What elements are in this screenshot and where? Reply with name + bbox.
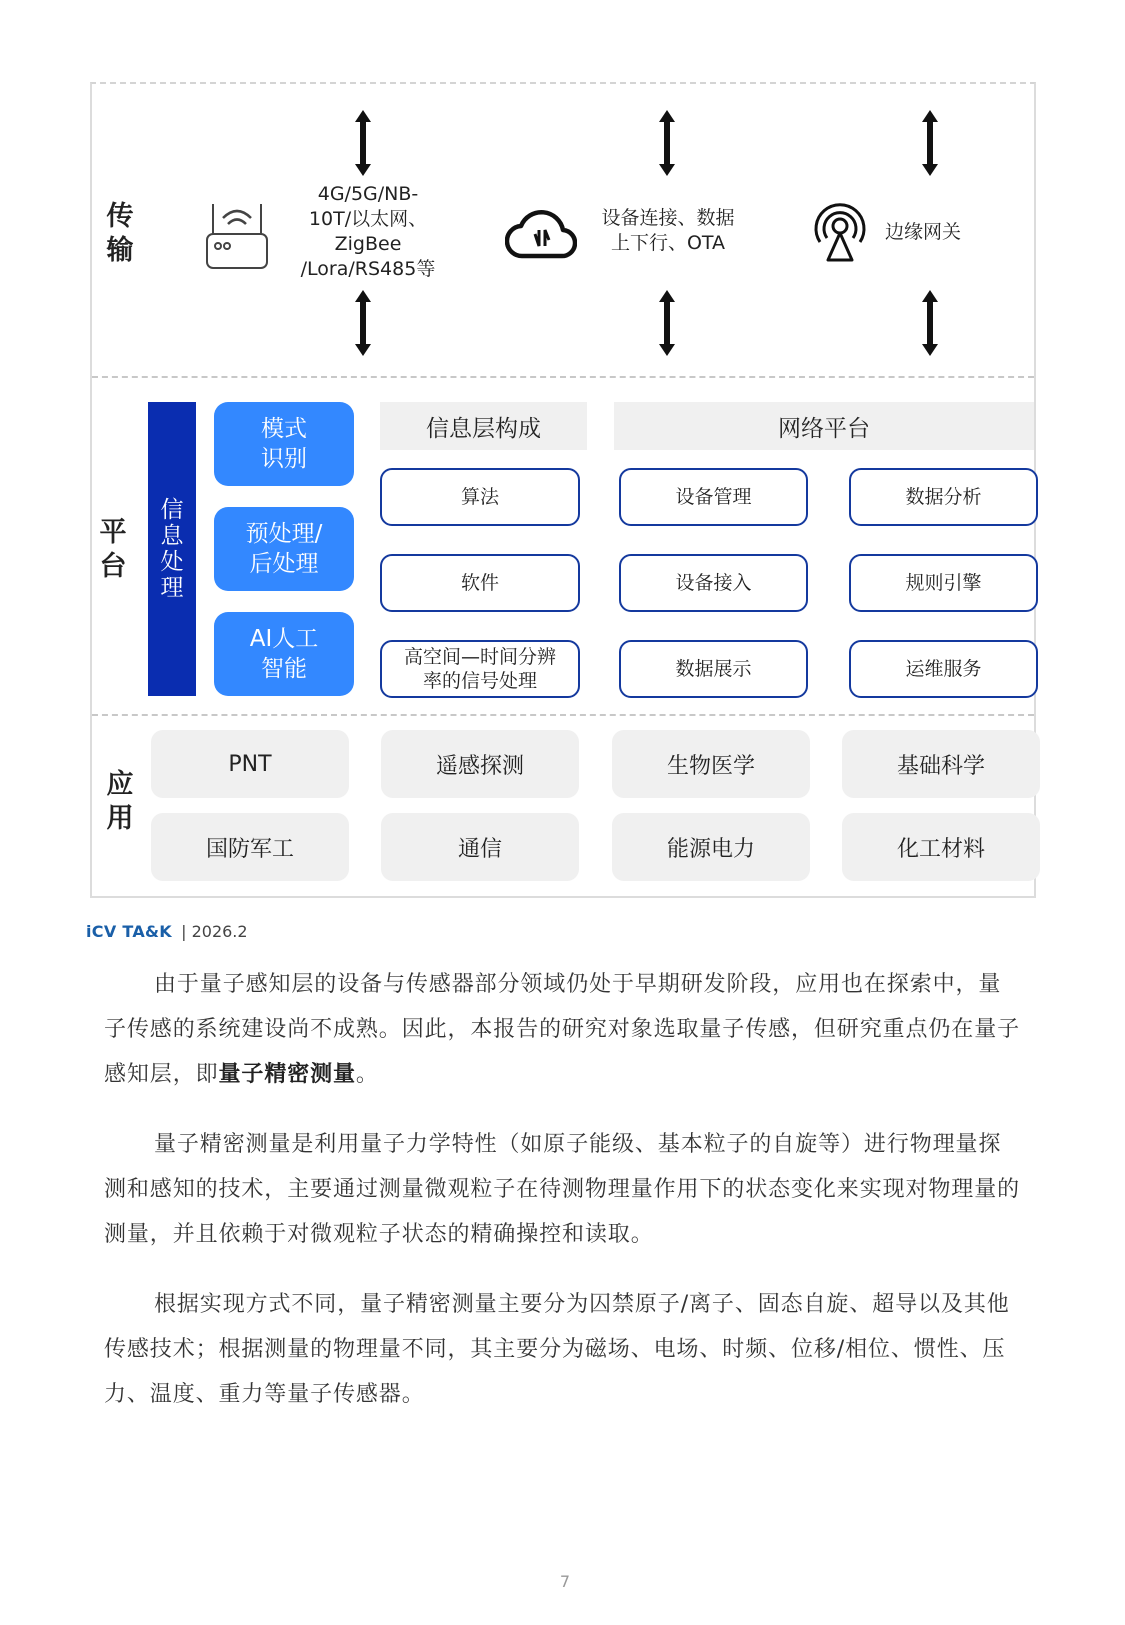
item-text: 数据展示: [675, 658, 752, 680]
antenna-icon: [810, 200, 870, 264]
router-icon: [205, 200, 269, 274]
info-layer-header: [380, 402, 587, 450]
p1-bold-term: 量子精密测量: [218, 1062, 356, 1087]
paragraph-2: 量子精密测量是利用量子力学特性（如原子能级、基本粒子的自旋等）进行物理量探测和感知的技术，主要通过测量微观粒子在待测物理量作用下的状态变化来实现对物理量的测量，并且依赖于对微观粒子状态的精确操控和读取。: [104, 1132, 1021, 1247]
section-divider: [92, 376, 1034, 378]
text-line: 4G/5G/NB-: [317, 183, 419, 205]
item-text: 运维服务: [905, 658, 982, 680]
application-item: [612, 730, 810, 798]
app-text: 能源电力: [666, 836, 755, 862]
section-label-platform: [96, 516, 130, 584]
info-layer-item: [380, 640, 580, 698]
app-text: PNT: [228, 751, 272, 777]
item-text: 设备接入: [675, 572, 752, 594]
brand-logo: iCV TA&K: [86, 922, 172, 941]
double-arrow-icon: [922, 290, 938, 356]
network-platform-header-text: 网络平台: [778, 415, 870, 442]
text-line: ZigBee: [334, 233, 402, 255]
separator: |: [181, 922, 187, 941]
info-processing-bar: [148, 402, 196, 696]
item-text: 数据分析: [905, 486, 982, 508]
transmission-cloud-text: [588, 206, 748, 256]
paragraph-3: 根据实现方式不同，量子精密测量主要分为囚禁原子/离子、固态自旋、超导以及其他传感技术；根据测量的物理量不同，其主要分为磁场、电场、时频、位移/相位、惯性、压力、温度、重力等量子传感器。: [104, 1292, 1010, 1407]
text-line: 设备连接、数据: [601, 207, 735, 229]
application-item: [151, 730, 349, 798]
application-item: [381, 813, 579, 881]
network-platform-item: [849, 468, 1038, 526]
transmission-gateway-text: [885, 220, 995, 245]
item-text: 软件: [460, 572, 499, 594]
p1-end: 。: [355, 1062, 379, 1087]
network-platform-item: [619, 554, 808, 612]
network-platform-item: [849, 640, 1038, 698]
section-divider: [92, 714, 1034, 716]
box-line: 后处理: [249, 551, 319, 577]
section-label-text: 传输: [106, 201, 134, 266]
pattern-recognition-box: [214, 402, 354, 486]
section-label-text: 平台: [99, 517, 127, 582]
preprocessing-box: [214, 507, 354, 591]
paragraph-1: [104, 962, 1024, 1097]
double-arrow-icon: [355, 110, 371, 176]
network-platform-header: [614, 402, 1034, 450]
app-text: 国防军工: [205, 836, 294, 862]
double-arrow-icon: [922, 110, 938, 176]
item-text: 高空间—时间分辨: [403, 646, 556, 668]
double-arrow-icon: [659, 110, 675, 176]
app-text: 遥感探测: [435, 753, 524, 779]
application-item: [381, 730, 579, 798]
double-arrow-icon: [659, 290, 675, 356]
info-processing-label: 信息处理: [160, 497, 184, 601]
transmission-protocols-text: [283, 182, 453, 282]
info-layer-item: [380, 554, 580, 612]
box-line: 识别: [261, 446, 307, 472]
network-platform-item: [619, 468, 808, 526]
section-label-transmission: [103, 200, 137, 268]
p1-text: 由于量子感知层的设备与传感器部分领域仍处于早期研发阶段，应用也在探索中，量子传感的系统建设尚不成熟。因此，本报告的研究对象选取量子传感，但研究重点仍在量子感知层，即: [104, 972, 1021, 1087]
box-line: 预处理/: [245, 521, 323, 547]
item-text: 算法: [460, 486, 499, 508]
application-item: [842, 813, 1040, 881]
report-date: 2026.2: [191, 922, 248, 941]
network-platform-item: [619, 640, 808, 698]
app-text: 基础科学: [896, 753, 985, 779]
box-line: 智能: [261, 656, 307, 682]
info-layer-header-text: 信息层构成: [426, 415, 541, 442]
application-item: [612, 813, 810, 881]
source-footer: [86, 922, 248, 941]
ai-box: [214, 612, 354, 696]
network-platform-item: [849, 554, 1038, 612]
double-arrow-icon: [355, 290, 371, 356]
application-item: [842, 730, 1040, 798]
text-line: 上下行、OTA: [610, 232, 726, 254]
info-layer-item: [380, 468, 580, 526]
item-text: 率的信号处理: [422, 670, 537, 692]
page-number: 7: [559, 1572, 571, 1591]
section-label-application: [103, 768, 137, 836]
cloud-sync-icon: [505, 200, 577, 264]
app-text: 生物医学: [666, 753, 755, 779]
item-text: 规则引擎: [905, 572, 982, 594]
text-line: 10T/以太网、: [308, 208, 428, 230]
item-text: 设备管理: [675, 486, 752, 508]
text-line: 边缘网关: [885, 221, 962, 243]
app-text: 通信: [457, 836, 502, 862]
app-text: 化工材料: [896, 836, 985, 862]
application-item: [151, 813, 349, 881]
box-line: 模式: [261, 416, 307, 442]
box-line: AI人工: [249, 626, 319, 652]
text-line: /Lora/RS485等: [300, 258, 436, 280]
section-label-text: 应用: [106, 769, 134, 834]
